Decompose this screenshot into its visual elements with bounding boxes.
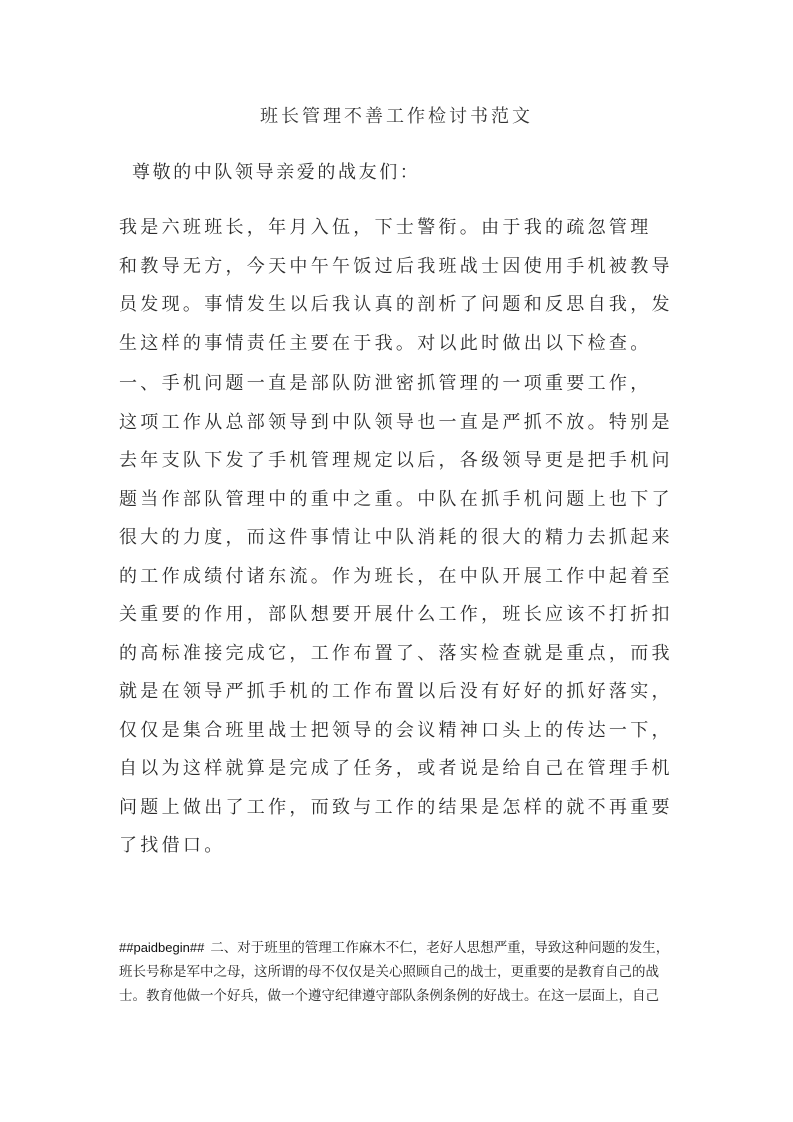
paragraph-line: 去年支队下发了手机管理规定以后，各级领导更是把手机问 xyxy=(119,450,673,471)
paragraph-line: 士。教育他做一个好兵，做一个遵守纪律遵守部队条例条例的好战士。在这一层面上，自己 xyxy=(119,988,659,1004)
paragraph-line: 生这样的事情责任主要在于我。对以此时做出以下检查。 xyxy=(119,332,652,354)
paragraph-line: 就是在领导严抓手机的工作布置以后没有好好的抓好落实， xyxy=(119,681,673,702)
paragraph-line: 和教导无方，今天中午午饭过后我班战士因使用手机被教导 xyxy=(119,255,673,277)
paragraph-line: 很大的力度，而这件事情让中队消耗的很大的精力去抓起来 xyxy=(119,527,673,548)
paragraph-line: 仅仅是集合班里战士把领导的会议精神口头上的传达一下， xyxy=(119,719,673,741)
paragraph-line: 的高标准接完成它，工作布置了、落实检查就是重点，而我 xyxy=(119,642,673,664)
paragraph-point-one xyxy=(119,365,679,866)
paragraph-intro xyxy=(119,209,679,363)
paragraph-line: 自以为这样就算是完成了任务，或者说是给自己在管理手机 xyxy=(119,758,673,779)
salutation: 尊敬的中队领导亲爱的战友们： xyxy=(132,162,421,183)
paragraph-line xyxy=(119,936,681,960)
document-title: 班长管理不善工作检讨书范文 xyxy=(260,106,533,127)
paragraph-point-two xyxy=(119,936,681,1008)
paragraph-line: 了找借口。 xyxy=(119,835,226,856)
paragraph-line: 关重要的作用，部队想要开展什么工作，班长应该不打折扣 xyxy=(119,604,673,625)
paragraph-line: 题当作部队管理中的重中之重。中队在抓手机问题上也下了 xyxy=(119,488,673,510)
paragraph-line: 班长号称是军中之母，这所谓的母不仅仅是关心照顾自己的战士，更重要的是教育自己的战 xyxy=(119,964,659,980)
paragraph-line: 我是六班班长，年月入伍，下士警衔。由于我的疏忽管理 xyxy=(119,217,652,238)
paragraph-line-text: 二、对于班里的管理工作麻木不仁，老好人思想严重，导致这种问题的发生， xyxy=(210,940,670,956)
paid-begin-marker: ##paidbegin## xyxy=(119,940,205,955)
paragraph-line: 一、手机问题一直是部队防泄密抓管理的一项重要工作， xyxy=(119,373,652,394)
paragraph-line: 的工作成绩付诸东流。作为班长，在中队开展工作中起着至 xyxy=(119,565,673,587)
paragraph-line: 这项工作从总部领导到中队领导也一直是严抓不放。特别是 xyxy=(119,411,673,433)
paragraph-line: 问题上做出了工作，而致与工作的结果是怎样的就不再重要 xyxy=(119,796,673,818)
paragraph-line: 员发现。事情发生以后我认真的剖析了问题和反思自我，发 xyxy=(119,294,673,315)
